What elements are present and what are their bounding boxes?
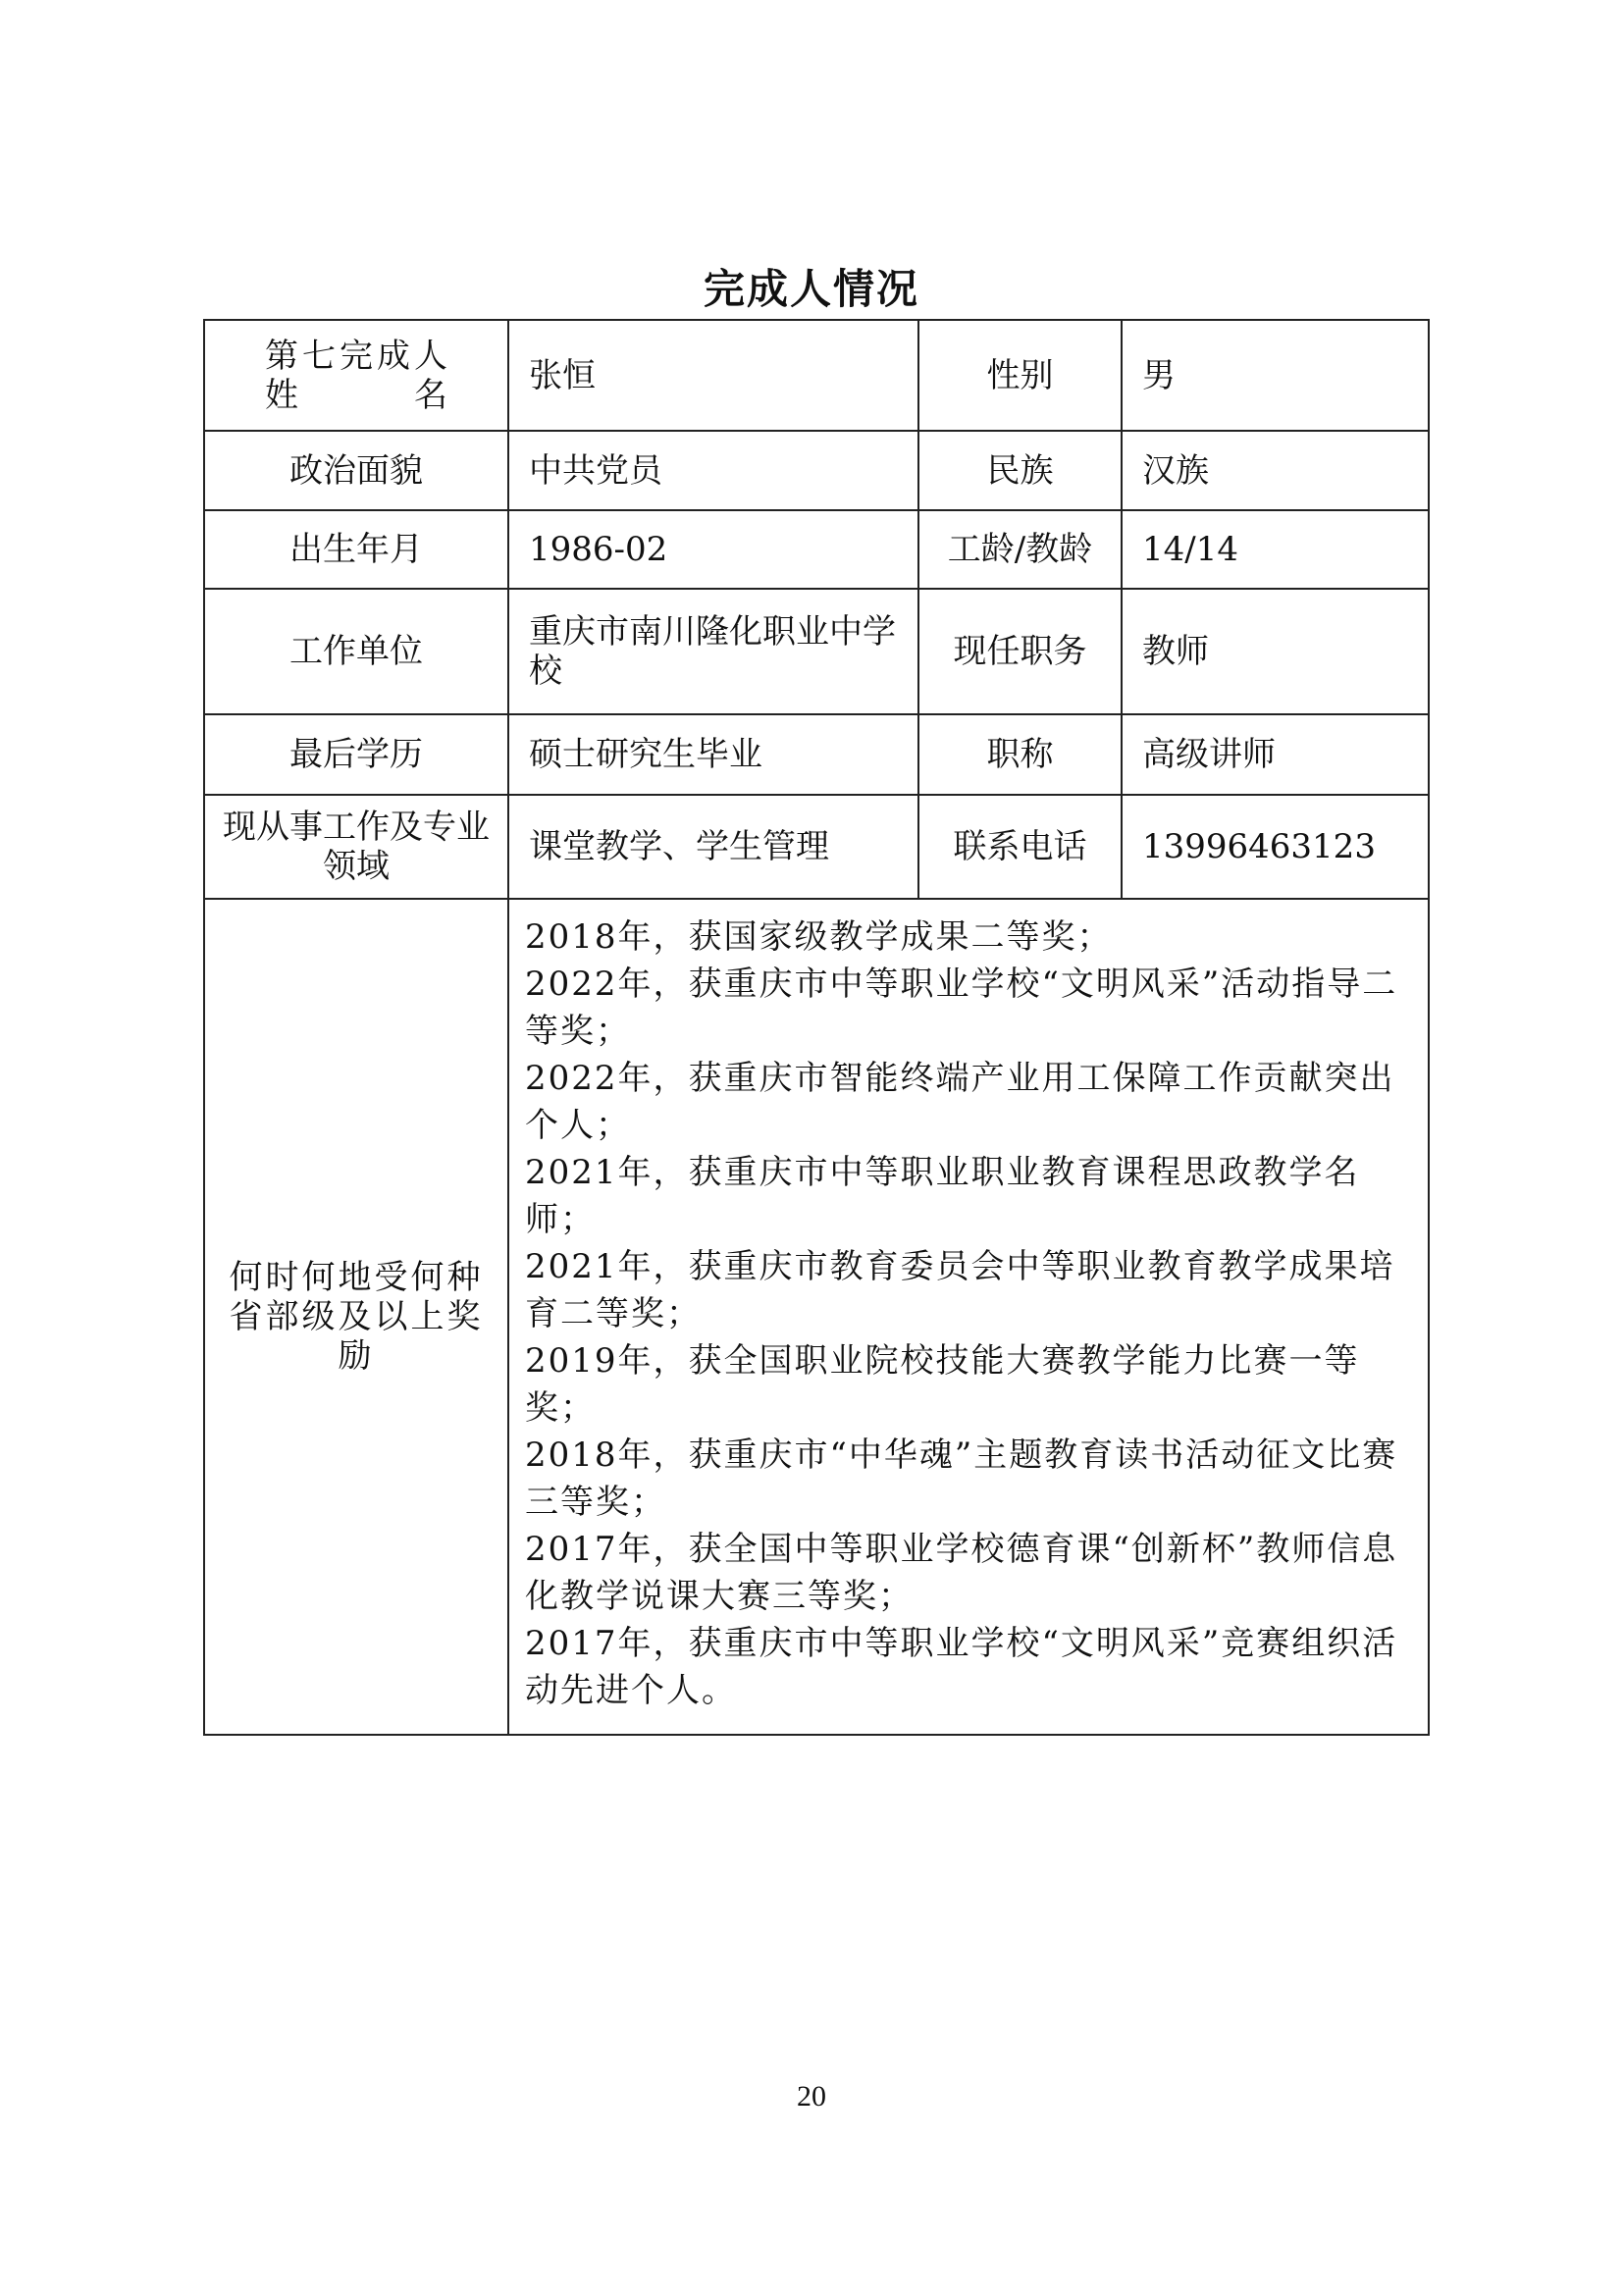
education-value: 硕士研究生毕业: [508, 714, 918, 795]
completer-info-table: [203, 319, 1430, 1736]
field-label: 现从事工作及专业领域: [204, 795, 508, 899]
awards-label: 何时何地受何种省部级及以上奖励: [204, 899, 508, 1735]
row-birth: [204, 510, 1429, 589]
phone-label: 联系电话: [918, 795, 1122, 899]
award-item: 2022年，获重庆市智能终端产业用工保障工作贡献突出个人；: [525, 1059, 1395, 1145]
seniority-value: 14/14: [1122, 510, 1429, 589]
page-number: 20: [797, 2080, 826, 2113]
name-label-line1: 第七完成人: [265, 336, 447, 376]
row-employer: [204, 589, 1429, 714]
birth-label: 出生年月: [204, 510, 508, 589]
political-value: 中共党员: [508, 431, 918, 510]
birth-value: 1986-02: [508, 510, 918, 589]
position-value: 教师: [1122, 589, 1429, 714]
gender-label: 性别: [918, 320, 1122, 431]
page-title: 完成人情况: [703, 265, 919, 313]
field-value: 课堂教学、学生管理: [508, 795, 918, 899]
phone-value: 13996463123: [1122, 795, 1429, 899]
name-label-cell: [204, 320, 508, 431]
employer-value: 重庆市南川隆化职业中学校: [508, 589, 918, 714]
title-label: 职称: [918, 714, 1122, 795]
award-item: 2017年，获重庆市中等职业学校“文明风采”竞赛组织活动先进个人。: [525, 1624, 1398, 1710]
political-label: 政治面貌: [204, 431, 508, 510]
gender-value: 男: [1122, 320, 1429, 431]
award-item: 2021年，获重庆市教育委员会中等职业教育教学成果培育二等奖；: [525, 1247, 1395, 1333]
row-political: [204, 431, 1429, 510]
awards-cell: [508, 899, 1429, 1735]
education-label: 最后学历: [204, 714, 508, 795]
award-item: 2018年，获重庆市“中华魂”主题教育读书活动征文比赛三等奖；: [525, 1435, 1398, 1522]
title-value: 高级讲师: [1122, 714, 1429, 795]
name-label-line2: 姓 名: [265, 375, 447, 415]
seniority-label: 工龄/教龄: [918, 510, 1122, 589]
row-education: [204, 714, 1429, 795]
ethnicity-label: 民族: [918, 431, 1122, 510]
award-item: 2021年，获重庆市中等职业职业教育课程思政教学名师；: [525, 1153, 1360, 1239]
ethnicity-value: 汉族: [1122, 431, 1429, 510]
award-item: 2017年，获全国中等职业学校德育课“创新杯”教师信息化教学说课大赛三等奖；: [525, 1530, 1398, 1616]
award-item: 2018年，获国家级教学成果二等奖；: [525, 917, 1113, 957]
row-awards: [204, 899, 1429, 1735]
row-name: [204, 320, 1429, 431]
position-label: 现任职务: [918, 589, 1122, 714]
name-value: 张恒: [508, 320, 918, 431]
employer-label: 工作单位: [204, 589, 508, 714]
award-item: 2019年，获全国职业院校技能大赛教学能力比赛一等奖；: [525, 1341, 1360, 1428]
award-item: 2022年，获重庆市中等职业学校“文明风采”活动指导二等奖；: [525, 965, 1398, 1051]
row-field: [204, 795, 1429, 899]
